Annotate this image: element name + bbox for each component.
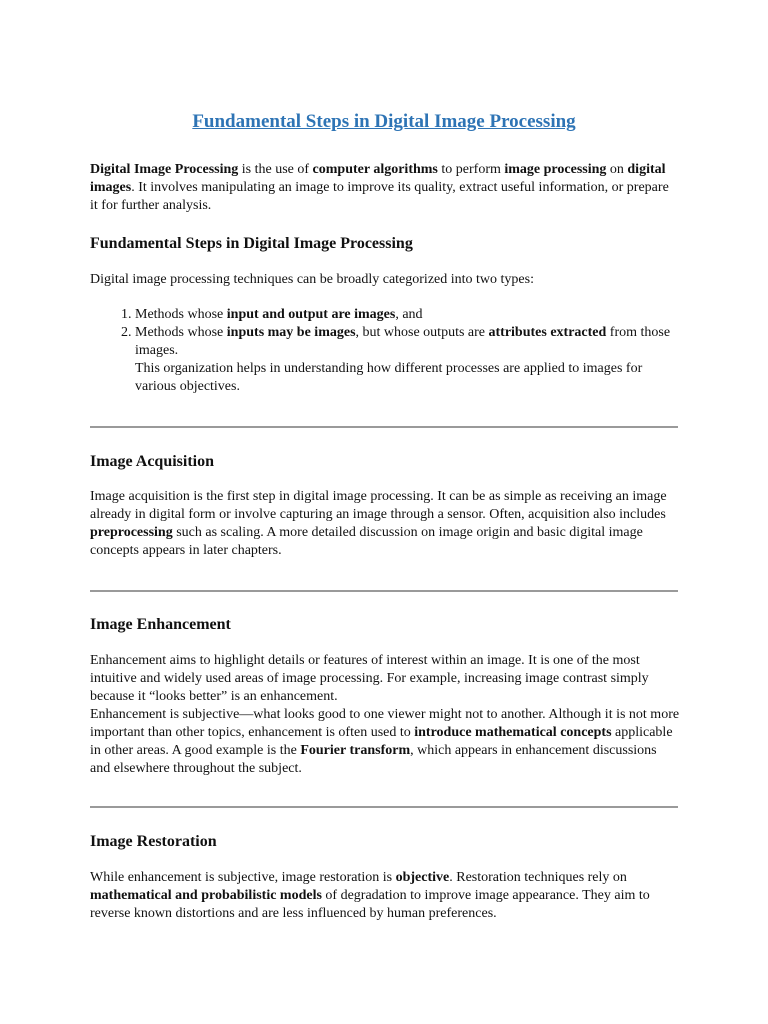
fundamental-lead-text: Digital image processing techniques can be broadly categorized into two types: bbox=[90, 272, 534, 287]
list-item-term: attributes extracted bbox=[488, 325, 607, 340]
acquisition-paragraph bbox=[90, 488, 680, 560]
intro-text: on bbox=[606, 162, 628, 177]
section-divider bbox=[90, 426, 678, 428]
list-item-text: , and bbox=[395, 307, 423, 322]
list-item-text: , but whose outputs are bbox=[355, 325, 489, 340]
restoration-term: objective bbox=[395, 870, 450, 885]
list-item-text: Methods whose bbox=[135, 307, 227, 322]
section-heading-restoration: Image Restoration bbox=[90, 833, 217, 850]
fundamental-lead bbox=[90, 271, 680, 289]
intro-term: computer algorithms bbox=[312, 162, 438, 177]
section-divider bbox=[90, 806, 678, 808]
restoration-text: of degradation to improve image appearance. They aim to reverse known distortions and are less influenced by human preferences. bbox=[90, 888, 650, 921]
enhancement-paragraph bbox=[90, 652, 680, 778]
acquisition-text: Image acquisition is the first step in digital image processing. It can be as simple as receiving an image already in digital form or involve capturing an image through a sensor. Often, acquisition also includes bbox=[90, 489, 667, 522]
section-heading-acquisition: Image Acquisition bbox=[90, 453, 215, 470]
intro-term: digital images bbox=[90, 162, 666, 195]
restoration-paragraph bbox=[90, 869, 680, 923]
enhancement-text: Enhancement aims to highlight details or features of interest within an image. It is one of the most intuitive and widely used areas of image processing. For example, increasing image contrast simply because it “looks better” is an enhancement. bbox=[90, 653, 649, 704]
intro-text: is the use of bbox=[238, 162, 313, 177]
intro-paragraph bbox=[90, 161, 680, 215]
intro-text: . It involves manipulating an image to improve its quality, extract useful information, or prepare it for further analysis. bbox=[90, 180, 669, 213]
enhancement-term: introduce mathematical concepts bbox=[414, 725, 612, 740]
document-title: Fundamental Steps in Digital Image Processing bbox=[192, 111, 576, 132]
fundamental-list bbox=[90, 306, 680, 396]
enhancement-text: Enhancement is subjective—what looks good to one viewer might not to another. Although it is not more important than other topics, enhancement is often used to bbox=[90, 707, 680, 740]
section-heading-enhancement: Image Enhancement bbox=[90, 616, 231, 633]
enhancement-term: Fourier transform bbox=[300, 743, 411, 758]
list-item bbox=[135, 324, 680, 396]
enhancement-text: applicable in other areas. A good example is the bbox=[90, 725, 673, 758]
list-item-note: This organization helps in understanding how different processes are applied to images for various objectives. bbox=[135, 361, 643, 394]
list-item-text: from those images. bbox=[135, 325, 671, 358]
section-divider bbox=[90, 590, 678, 592]
list-item-term: input and output are images bbox=[226, 307, 396, 322]
list-item-text: Methods whose bbox=[135, 325, 227, 340]
restoration-text: While enhancement is subjective, image restoration is bbox=[90, 870, 396, 885]
intro-term: image processing bbox=[504, 162, 607, 177]
list-item bbox=[135, 306, 680, 324]
restoration-term: mathematical and probabilistic models bbox=[90, 888, 322, 903]
acquisition-text: such as scaling. A more detailed discussion on image origin and basic digital image concepts appears in later chapters. bbox=[90, 525, 643, 558]
intro-term: Digital Image Processing bbox=[90, 162, 239, 177]
list-item-term: inputs may be images bbox=[226, 325, 356, 340]
section-heading-fundamental: Fundamental Steps in Digital Image Processing bbox=[90, 235, 413, 252]
enhancement-text: , which appears in enhancement discussions and elsewhere throughout the subject. bbox=[90, 743, 657, 776]
restoration-text: . Restoration techniques rely on bbox=[449, 870, 627, 885]
intro-text: to perform bbox=[437, 162, 505, 177]
acquisition-term: preprocessing bbox=[90, 525, 173, 540]
